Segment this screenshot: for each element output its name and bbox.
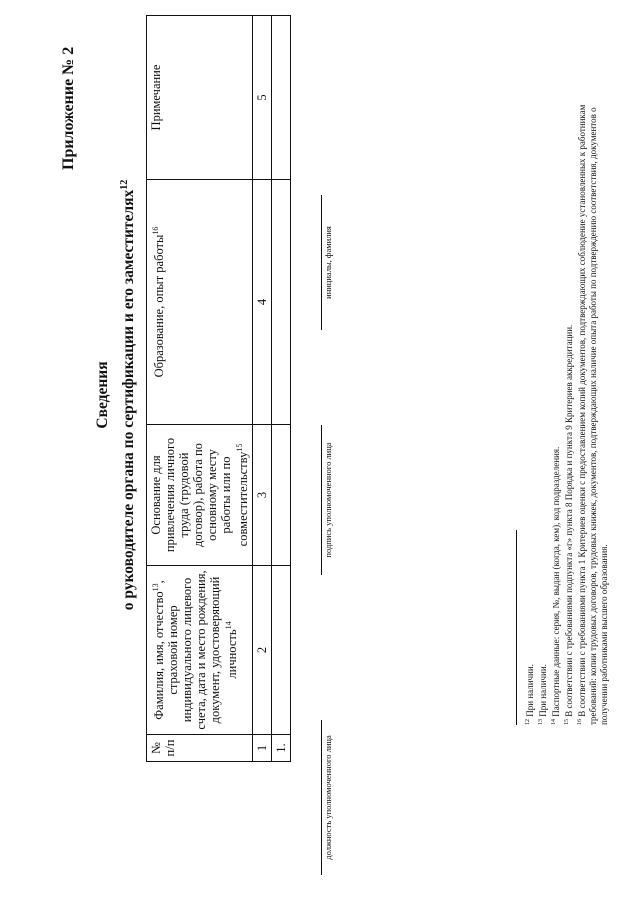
position-label: должность уполномоченного лица xyxy=(323,735,333,860)
footnote-text: При наличии. xyxy=(538,664,548,717)
footnote-ref: 15 xyxy=(235,443,244,452)
initials-label: инициалы, фамилия xyxy=(323,226,333,299)
footnote-item xyxy=(562,65,575,785)
footnote-text: В соответствии с требованиями подпункта «г» пункта 8 Порядка и пункта 9 Критериев аккредитации. xyxy=(564,324,574,717)
initials-signature-line xyxy=(321,195,322,330)
table-cell xyxy=(272,425,291,566)
table-number-row xyxy=(253,16,272,762)
appendix-label: Приложение № 2 xyxy=(60,46,77,170)
title-line-2 xyxy=(114,25,140,765)
header-number: № п/п xyxy=(147,735,253,762)
footnotes xyxy=(523,65,610,785)
footnote-text: В соответствии с требованиями пункта 1 Критериев оценки с предоставлением копий документов, подтверждающих соблюдение установленных к работникам требований: копии трудовых договоров, трудовых книжек, документов, подтверждающих наличие опыта работы по подтверждению соответствия, документов о получении работниками высшего образования. xyxy=(577,104,609,725)
title-footnote-ref: 12 xyxy=(119,179,130,190)
footnote-separator xyxy=(516,530,517,725)
document-title xyxy=(92,25,140,765)
header-note: Примечание xyxy=(147,16,253,180)
footnote-ref: 14 xyxy=(224,621,234,630)
title-line-1: Сведения xyxy=(94,361,111,429)
signature-label: подпись уполномоченного лица xyxy=(323,442,333,558)
header-basis xyxy=(147,425,253,566)
footnote-item xyxy=(523,65,536,785)
footnote-ref: 16 xyxy=(151,226,160,235)
footnote-number: 16 xyxy=(577,719,583,725)
header-text: Основание для привлечения личного труда (трудовой договор), работа по основному месту работы или по совместительству xyxy=(149,437,251,553)
footnote-text: Паспортные данные: серия, №, выдан (когда, кем), код подразделения. xyxy=(551,446,561,717)
footnote-ref: 13 xyxy=(151,583,160,592)
column-number: 2 xyxy=(253,566,272,735)
table-row xyxy=(272,16,291,762)
column-number: 1 xyxy=(253,735,272,762)
column-number: 5 xyxy=(253,16,272,180)
header-text: , страховой номер индивидуального лицевого счета, дата и место рождения, документ, удостоверяющий личность xyxy=(152,570,240,730)
staff-info-table xyxy=(146,15,291,762)
footnote-item xyxy=(575,65,610,785)
footnote-number: 13 xyxy=(538,719,544,725)
header-education xyxy=(147,180,253,425)
table-cell xyxy=(272,180,291,425)
signature-line xyxy=(321,425,322,575)
table-cell xyxy=(272,566,291,735)
table-cell xyxy=(272,16,291,180)
footnote-number: 12 xyxy=(525,719,531,725)
footnote-item xyxy=(549,65,562,785)
header-text: Образование, опыт работы xyxy=(152,234,167,378)
position-signature-line xyxy=(321,720,322,875)
title-text: о руководителе органа по сертификации и его заместителях xyxy=(120,189,138,611)
header-full-name xyxy=(147,566,253,735)
footnote-item xyxy=(536,65,549,785)
footnote-text: При наличии. xyxy=(525,664,535,717)
header-text: Фамилия, имя, отчество xyxy=(152,591,167,720)
footnote-number: 14 xyxy=(551,719,557,725)
row-number: 1. xyxy=(272,735,291,762)
column-number: 3 xyxy=(253,425,272,566)
column-number: 4 xyxy=(253,180,272,425)
footnote-number: 15 xyxy=(564,719,570,725)
table-header-row xyxy=(147,16,253,762)
